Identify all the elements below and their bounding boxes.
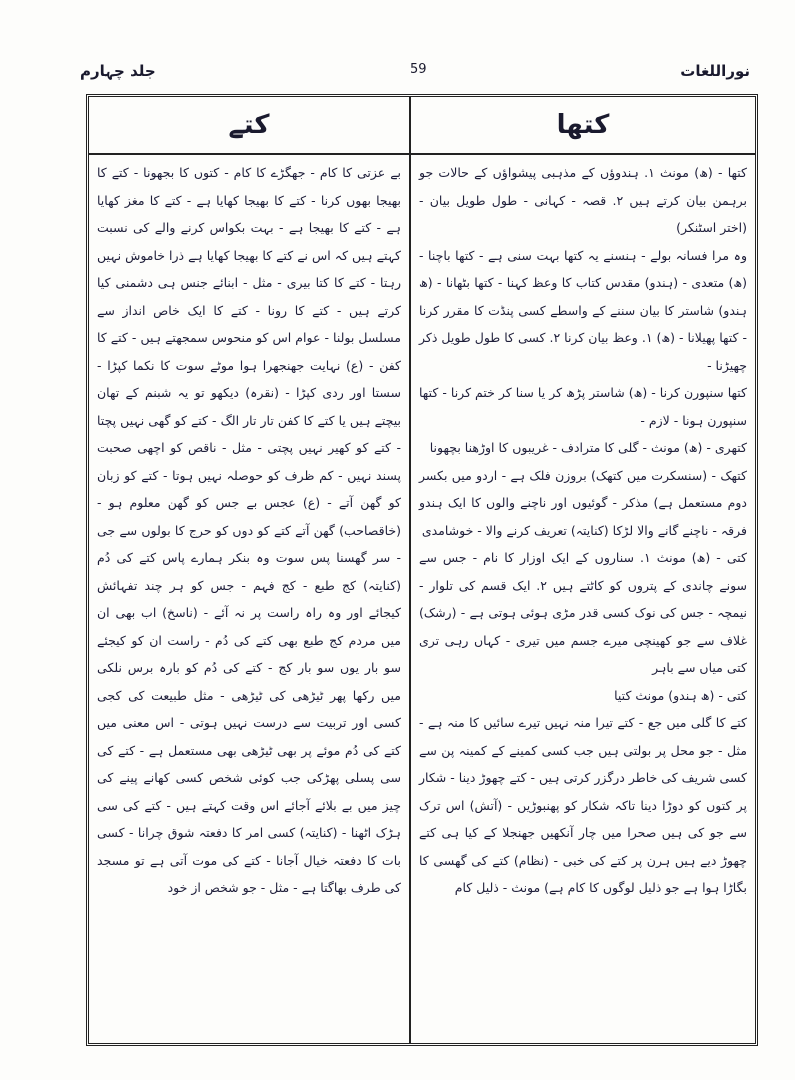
running-head bbox=[60, 56, 760, 86]
entry-paragraph: کتی - (ھ ہندو) مونث کتیا bbox=[614, 687, 747, 703]
book-title: نوراللغات bbox=[680, 62, 750, 80]
left-column-text bbox=[97, 159, 401, 902]
left-column-heading: کتے bbox=[89, 97, 409, 155]
entry-paragraph: کتھری - (ھ) مونث - گلی کا مترادف - غریبوں کا اوڑھنا بچھونا bbox=[429, 440, 747, 455]
entry-paragraph: کتھا سنپورن کرنا - (ھ) شاستر پڑھ کر یا سنا کر ختم کرنا - کتھا سنپورن ہونا - لازم - bbox=[419, 385, 747, 428]
entry-paragraph: وہ مرا فسانہ بولے - ہنسنے یہ کتھا بہت سنی ہے - کتھا باچنا - (ھ) متعدی - (ہندو) مقدس کتاب کا وعظ کہنا - کتھا بٹھانا - (ھ ہندو) شاستر کا بیان سننے کے واسطے کسی پنڈت کا مقرر کرنا - کتھا پھیلانا - (ھ) ۱. وعظ بیان کرنا ۲. کسی کا طول طویل ذکر چھیڑنا - bbox=[419, 247, 748, 373]
right-column-text bbox=[419, 159, 747, 902]
entry-paragraph: کتی - (ھ) مونث ۱. سناروں کے ایک اوزار کا نام - جس سے سونے چاندی کے پتروں کو کاٹتے ہیں ۲. ایک قسم کی تلوار - نیمچہ - جس کی نوک کسی قدر مڑی ہوئی ہوتی ہے - (رشک) غلاف سے جو کھینچی میرے جسم میں تیری - کہاں رہی تری کتی میاں سے باہر bbox=[419, 550, 748, 675]
column-divider bbox=[409, 97, 411, 1043]
entry-paragraph: کتھک - (سنسکرت میں کتھک) بروزن فلک ہے - اردو میں بکسر دوم مستعمل ہے) مذکر - گوئیوں اور ناچنے والوں کا ایک ہندو فرقہ - ناچنے گانے والا لڑکا (کنایتہ) تعریف کرنے والا - خوشامدی bbox=[419, 467, 747, 538]
page-number: 59 bbox=[410, 62, 427, 77]
volume-label: جلد چہارم bbox=[80, 62, 156, 80]
right-column-heading: کتھا bbox=[411, 97, 755, 155]
entry-paragraph: بے عزتی کا کام - جھگڑے کا کام - کتوں کا بجھونا - کتے کا بھیجا بھوں کرنا - کتے کا بھیجا کھایا ہے - کتے کا مغز کھایا ہے - کتے کا بھیجا ہے - بہت بکواس کرنے والے کی نسبت کہتے ہیں کہ اس نے کتے کا بھیجا کھایا ہے ذرا خاموش نہیں رہتا - کتے کا کتا بیری - مثل - ابنائے جنس ہی دشمنی کیا کرتے ہیں - کتے کا رونا - کتے کا ایک خاص انداز سے مسلسل بولنا - عوام اس کو منحوس سمجھتے ہیں - کتے کا کفن - (ع) نہایت جھنجھرا ہوا موٹے سوت کا نکما کپڑا - سستا اور ردی کپڑا - (نقرہ) دیکھو تو یہ شبنم کے تھان بیچتے ہیں یا کتے کا کفن تار تار الگ - کتے کو گھی نہیں پچتا - کتے کو کھیر نہیں پچتی - مثل - ناقص کو اچھی صحبت پسند نہیں - کم ظرف کو حوصلہ نہیں ہوتا - کتے کو زبان کو گھن آتے - (ع) عجس بے جس کو گھن معلوم ہو - (خاقصاحب) گھن آتے کتے کو دوں کو حرج کا بولوں سے جی - سر گھسنا پس سوت وہ بنکر ہمارے پاس کتے کی دُم (کنایتہ) کج طبع - کج فہم - جس کو ہر چند تفہائش کیجائے اور وہ راہ راست پر نہ آئے - (ناسخ) اب بھی ان میں مردم کج طبع بھی کتے کی دُم - راست ان کو کیجئے سو بار یوں سو بار کج - کتے کی دُم کو بارہ برس نلکی میں رکھا پھر ٹیڑھی کی ٹیڑھی - مثل طبیعت کی کجی کسی اور تربیت سے درست نہیں ہوتی - اس معنی میں کتے کی دُم موئے پر بھی ٹیڑھی بھی مستعمل ہے - کتے کی سی پسلی پھڑکی جب کوئی شخص کسی کھانے پینے کی چیز میں بے بلائے آجائے اس وقت کہتے ہیں - کتے کی سی ہڑک اٹھنا - (کنایتہ) کسی امر کا دفعتہ شوق چرانا - کسی بات کا دفعتہ خیال آجانا - کتے کی موت آتی ہے تو مسجد کی طرف بھاگتا ہے - مثل - جو شخص از خود bbox=[97, 165, 401, 895]
entry-paragraph: کتھا - (ھ) مونث ۱. ہندوؤں کے مذہبی پیشواؤں کے حالات جو برہمن بیان کرتے ہیں ۲. قصہ - کہانی - طول طویل بیان - (اختر اسٹنکر) bbox=[419, 165, 747, 235]
entry-paragraph: کتے کا گلی میں جع - کتے تیرا منہ نہیں تیرے سائیں کا منہ ہے - مثل - جو محل پر بولتی ہیں جب کسی کمینے کے کمینہ پن سے کسی شریف کی خاطر درگزر کرتی ہیں - کتے چھوڑ دینا - شکار پر کتوں کو دوڑا دینا تاکہ شکار کو پھنبوڑیں - (آتش) اس ترک سے جو کی ہیں صحرا میں چار آنکھیں جھنجلا کے کیا ہی کتے چھوڑ دیے ہیں ہرن پر کتے کی خبی - (نظام) کتے کی گھسی کا بگاڑا ہوا ہے جو ذلیل لوگوں کا کام ہے) مونث - ذلیل کام bbox=[419, 715, 747, 895]
page-frame bbox=[86, 94, 758, 1046]
